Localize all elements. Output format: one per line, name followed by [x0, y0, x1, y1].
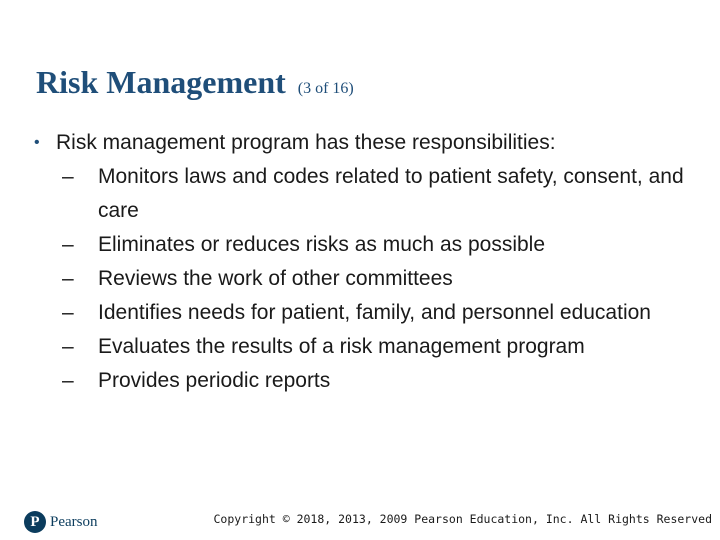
bullet-icon: • — [34, 134, 40, 151]
dash-icon: – — [62, 369, 74, 392]
sub-bullet-list — [34, 160, 704, 398]
bullet-text: Risk management program has these responsibilities: — [56, 131, 556, 154]
sub-bullet-text: Reviews the work of other committees — [98, 267, 453, 290]
dash-icon: – — [62, 335, 74, 358]
sub-bullet-item — [62, 330, 704, 364]
sub-bullet-item — [62, 160, 704, 228]
pearson-logo-text: Pearson — [50, 513, 98, 530]
sub-bullet-text: Provides periodic reports — [98, 369, 331, 392]
sub-bullet-item — [62, 262, 704, 296]
title-text: Risk Management — [36, 64, 286, 100]
bullet-item — [34, 126, 704, 160]
slide-count: (3 of 16) — [297, 80, 354, 97]
sub-bullet-text: Identifies needs for patient, family, and personnel education — [98, 301, 651, 324]
dash-icon: – — [62, 165, 74, 188]
slide-title — [36, 64, 354, 101]
sub-bullet-text: Evaluates the results of a risk management program — [98, 335, 585, 358]
sub-bullet-text: Monitors laws and codes related to patient safety, consent, and care — [98, 165, 684, 222]
dash-icon: – — [62, 267, 74, 290]
sub-bullet-item — [62, 296, 704, 330]
sub-bullet-item — [62, 364, 704, 398]
sub-bullet-text: Eliminates or reduces risks as much as possible — [98, 233, 546, 256]
sub-bullet-item — [62, 228, 704, 262]
dash-icon: – — [62, 233, 74, 256]
copyright-text: Copyright © 2018, 2013, 2009 Pearson Education, Inc. All Rights Reserved — [213, 512, 712, 526]
pearson-logo-icon: P — [24, 511, 46, 533]
dash-icon: – — [62, 301, 74, 324]
slide-body — [34, 126, 704, 398]
pearson-logo — [24, 510, 98, 534]
